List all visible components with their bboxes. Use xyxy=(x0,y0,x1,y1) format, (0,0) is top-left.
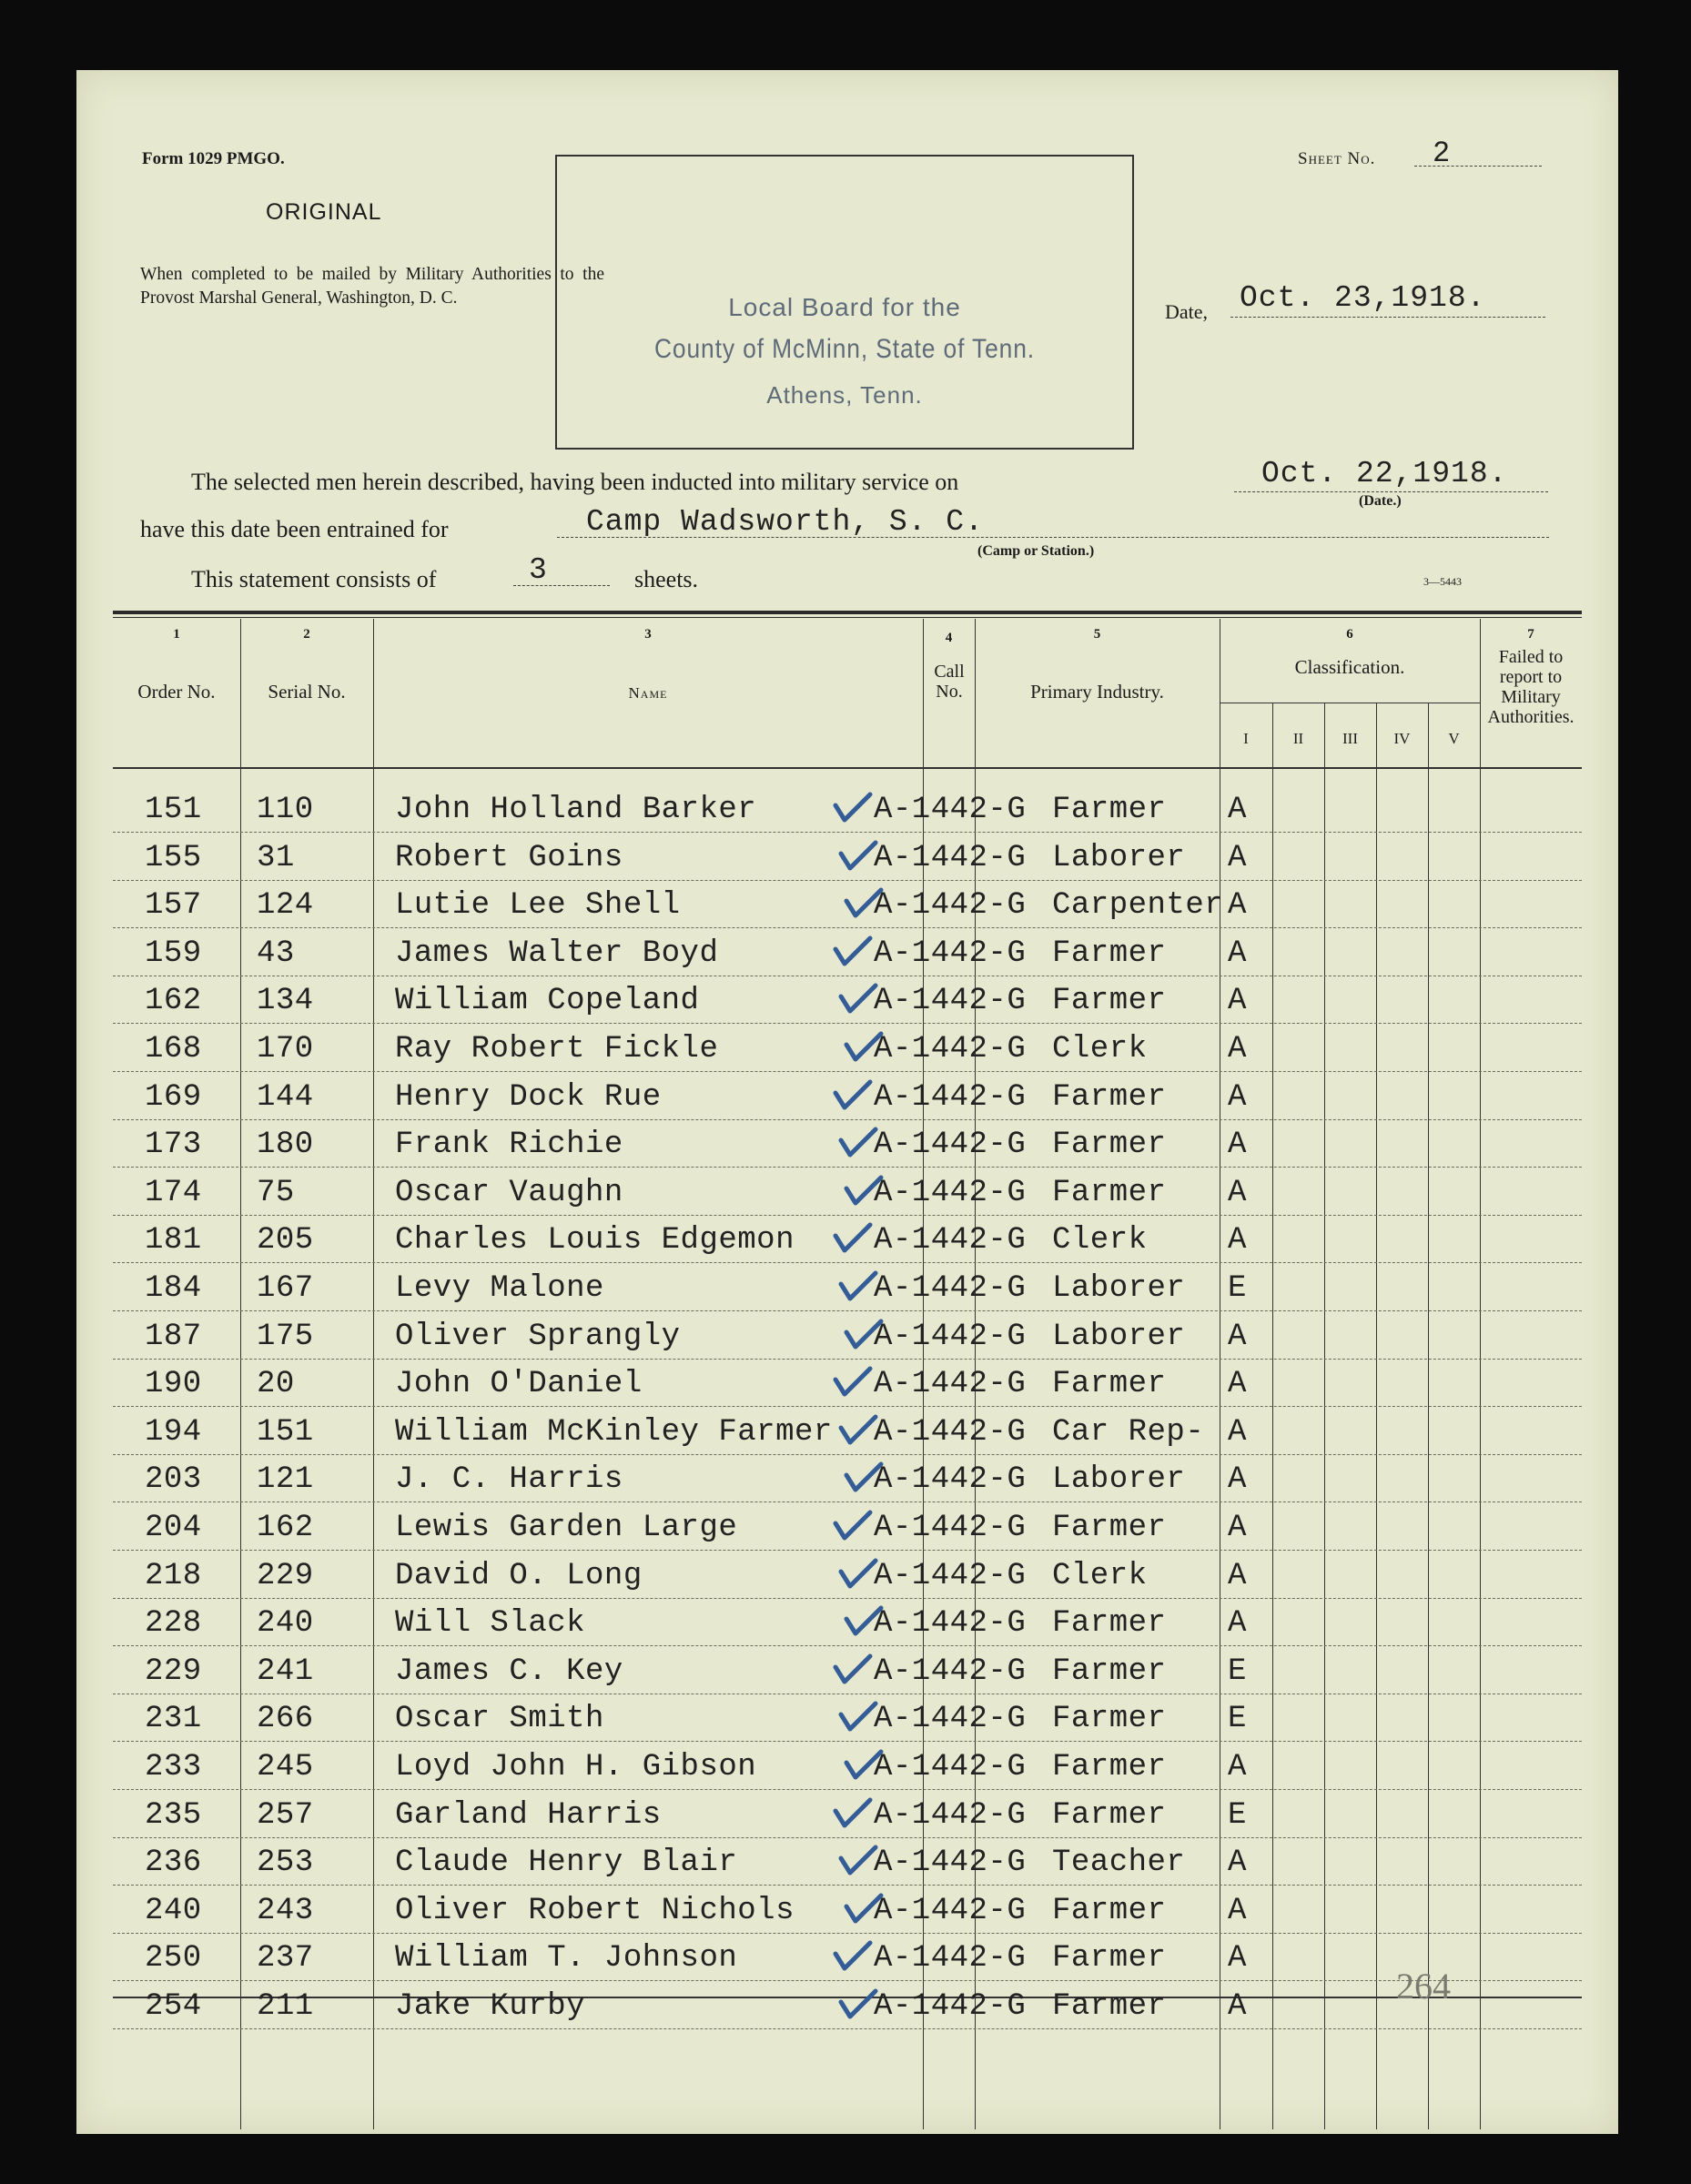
class-iv-header: IV xyxy=(1393,730,1411,747)
table-row xyxy=(76,1746,1618,1794)
order-no-cell: 155 xyxy=(145,840,202,875)
call-no-cell: A-1442-G xyxy=(874,1414,1027,1450)
name-cell: Ray Robert Fickle xyxy=(395,1032,719,1067)
check-mark-icon xyxy=(843,1748,885,1783)
order-no-cell: 203 xyxy=(145,1462,202,1498)
call-no-cell: A-1442-G xyxy=(874,1223,1027,1259)
primary-industry-cell: Farmer xyxy=(1052,1797,1167,1833)
class-ii-header: II xyxy=(1292,730,1304,747)
classification-cell: A xyxy=(1228,1606,1247,1642)
call-no-cell: A-1442-G xyxy=(874,1079,1027,1115)
primary-industry-cell: Farmer xyxy=(1052,935,1167,971)
document-page xyxy=(76,70,1618,2134)
check-mark-icon xyxy=(843,1461,885,1495)
primary-industry-cell: Farmer xyxy=(1052,1989,1167,2024)
order-no-cell: 194 xyxy=(145,1414,202,1450)
primary-industry-cell: Farmer xyxy=(1052,1702,1167,1737)
primary-industry-cell: Laborer xyxy=(1052,1319,1186,1354)
check-mark-icon xyxy=(843,1604,885,1639)
check-mark-icon xyxy=(837,1844,879,1878)
sheets-count: 3 xyxy=(529,553,548,587)
call-no-cell: A-1442-G xyxy=(874,888,1027,924)
primary-industry-cell: Farmer xyxy=(1052,1653,1167,1689)
serial-no-cell: 31 xyxy=(257,840,295,875)
order-no-cell: 204 xyxy=(145,1511,202,1545)
serial-no-cell: 75 xyxy=(257,1175,295,1210)
camp-name: Camp Wadsworth, S. C. xyxy=(586,505,984,539)
row-rule xyxy=(113,2028,1582,2029)
order-no-cell: 228 xyxy=(145,1606,202,1642)
serial-no-header: Serial No. xyxy=(268,681,346,703)
check-mark-icon xyxy=(832,935,874,969)
classification-cell: A xyxy=(1228,1319,1247,1354)
call-no-cell: A-1442-G xyxy=(874,1175,1027,1210)
sheets-word: sheets. xyxy=(634,566,699,592)
table-row xyxy=(76,1937,1618,1985)
primary-industry-cell: Farmer xyxy=(1052,793,1167,827)
call-no-cell: A-1442-G xyxy=(874,1845,1027,1881)
name-cell: J. C. Harris xyxy=(395,1462,623,1498)
table-top-rule xyxy=(113,611,1582,614)
serial-no-cell: 20 xyxy=(257,1367,295,1402)
table-row xyxy=(76,1172,1618,1219)
row-rule xyxy=(113,1215,1582,1216)
classification-cell: A xyxy=(1228,1941,1247,1977)
serial-no-cell: 243 xyxy=(257,1893,314,1928)
consists-statement: This statement consists of xyxy=(191,566,437,592)
check-mark-icon xyxy=(832,1221,874,1256)
class-iii-header: III xyxy=(1342,730,1358,747)
call-no-cell: A-1442-G xyxy=(874,793,1027,827)
primary-industry-cell: Farmer xyxy=(1052,1511,1167,1545)
name-cell: William Copeland xyxy=(395,984,700,1019)
call-no-cell: A-1442-G xyxy=(874,1893,1027,1928)
primary-industry-cell: Farmer xyxy=(1052,1079,1167,1115)
call-no-cell: A-1442-G xyxy=(874,1271,1027,1306)
row-rule xyxy=(113,1359,1582,1360)
table-row xyxy=(76,1363,1618,1410)
row-rule xyxy=(113,927,1582,928)
class-i-header: I xyxy=(1243,730,1249,747)
row-rule xyxy=(113,1119,1582,1120)
sheets-count-line xyxy=(513,585,610,586)
primary-industry-cell: Farmer xyxy=(1052,984,1167,1019)
row-rule xyxy=(113,1023,1582,1024)
sheet-number-label: Sheet No. xyxy=(1298,149,1376,168)
name-cell: Will Slack xyxy=(395,1606,586,1642)
check-mark-icon xyxy=(837,1700,879,1734)
name-cell: Frank Richie xyxy=(395,1127,623,1163)
name-header: Name xyxy=(628,684,668,702)
row-rule xyxy=(113,1933,1582,1934)
call-no-cell: A-1442-G xyxy=(874,935,1027,971)
serial-no-cell: 151 xyxy=(257,1414,314,1450)
call-no-cell: A-1442-G xyxy=(874,1941,1027,1977)
call-no-cell: A-1442-G xyxy=(874,1319,1027,1354)
name-cell: Henry Dock Rue xyxy=(395,1079,662,1115)
order-no-cell: 236 xyxy=(145,1845,202,1881)
stamp-line-3: Athens, Tenn. xyxy=(766,381,923,409)
classification-cell: A xyxy=(1228,984,1247,1019)
primary-industry-header: Primary Industry. xyxy=(1030,681,1164,703)
column-number: 2 xyxy=(303,627,310,642)
row-rule xyxy=(113,1550,1582,1551)
call-no-cell: A-1442-G xyxy=(874,984,1027,1019)
primary-industry-cell: Farmer xyxy=(1052,1367,1167,1402)
call-no-cell: A-1442-G xyxy=(874,1797,1027,1833)
sheet-number: 2 xyxy=(1433,136,1452,170)
call-no-cell: A-1442-G xyxy=(874,1558,1027,1593)
name-cell: Oscar Vaughn xyxy=(395,1175,623,1210)
classification-cell: A xyxy=(1228,1462,1247,1498)
order-no-cell: 190 xyxy=(145,1367,202,1402)
check-mark-icon xyxy=(843,1030,885,1065)
table-row xyxy=(76,1028,1618,1076)
check-mark-icon xyxy=(832,1365,874,1400)
name-cell: Oliver Sprangly xyxy=(395,1319,681,1354)
table-row xyxy=(76,1219,1618,1267)
order-no-cell: 250 xyxy=(145,1941,202,1977)
table-row xyxy=(76,1459,1618,1506)
serial-no-cell: 253 xyxy=(257,1845,314,1881)
row-rule xyxy=(113,1406,1582,1407)
serial-no-cell: 110 xyxy=(257,793,314,827)
table-row xyxy=(76,1986,1618,2033)
row-rule xyxy=(113,1980,1582,1981)
primary-industry-cell: Carpenter xyxy=(1052,888,1224,924)
order-no-cell: 162 xyxy=(145,984,202,1019)
date-caption: (Date.) xyxy=(1359,493,1402,509)
row-rule xyxy=(113,1598,1582,1599)
serial-no-cell: 229 xyxy=(257,1558,314,1593)
check-mark-icon xyxy=(837,1269,879,1304)
stamp-line-2: County of McMinn, State of Tenn. xyxy=(653,334,1035,364)
name-cell: Jake Kurby xyxy=(395,1989,586,2024)
table-row xyxy=(76,837,1618,885)
column-number: 3 xyxy=(644,627,652,642)
serial-no-cell: 245 xyxy=(257,1750,314,1785)
serial-no-cell: 124 xyxy=(257,888,314,924)
classification-cell: A xyxy=(1228,1893,1247,1928)
call-no-header: Call No. xyxy=(934,662,965,702)
inducted-date: Oct. 22,1918. xyxy=(1261,457,1508,490)
classification-cell: A xyxy=(1228,1845,1247,1881)
primary-industry-cell: Farmer xyxy=(1052,1750,1167,1785)
table-row xyxy=(76,1890,1618,1937)
serial-no-cell: 121 xyxy=(257,1462,314,1498)
column-number: 1 xyxy=(173,627,180,642)
name-cell: James C. Key xyxy=(395,1653,623,1689)
primary-industry-cell: Farmer xyxy=(1052,1606,1167,1642)
classification-cell: A xyxy=(1228,840,1247,875)
name-cell: James Walter Boyd xyxy=(395,935,719,971)
local-board-stamp xyxy=(555,155,1134,450)
order-no-cell: 187 xyxy=(145,1319,202,1354)
serial-no-cell: 237 xyxy=(257,1941,314,1977)
class-v-header: V xyxy=(1448,730,1460,747)
table-row xyxy=(76,789,1618,836)
order-no-cell: 184 xyxy=(145,1271,202,1306)
classification-cell: A xyxy=(1228,1989,1247,2024)
check-mark-icon xyxy=(832,1796,874,1831)
name-cell: Lutie Lee Shell xyxy=(395,888,681,924)
column-number: 5 xyxy=(1093,627,1101,642)
name-cell: David O. Long xyxy=(395,1558,643,1593)
order-no-cell: 218 xyxy=(145,1558,202,1593)
serial-no-cell: 167 xyxy=(257,1271,314,1306)
call-no-cell: A-1442-G xyxy=(874,1989,1027,2024)
classification-cell: A xyxy=(1228,1127,1247,1163)
table-row xyxy=(76,1698,1618,1745)
print-code: 3—5443 xyxy=(1423,575,1462,588)
name-cell: Robert Goins xyxy=(395,840,623,875)
serial-no-cell: 134 xyxy=(257,984,314,1019)
table-row xyxy=(76,885,1618,932)
primary-industry-cell: Farmer xyxy=(1052,1175,1167,1210)
call-no-cell: A-1442-G xyxy=(874,1367,1027,1402)
camp-caption: (Camp or Station.) xyxy=(977,543,1095,559)
column-number: 4 xyxy=(945,631,953,645)
order-no-cell: 168 xyxy=(145,1032,202,1067)
classification-cell: A xyxy=(1228,1558,1247,1593)
check-mark-icon xyxy=(837,982,879,1016)
table-row xyxy=(76,980,1618,1027)
primary-industry-cell: Laborer xyxy=(1052,1271,1186,1306)
inducted-statement: The selected men herein described, having been inducted into military service on xyxy=(191,469,959,495)
check-mark-icon xyxy=(837,1557,879,1592)
column-number: 7 xyxy=(1527,627,1534,642)
call-no-cell: A-1442-G xyxy=(874,1511,1027,1545)
row-rule xyxy=(113,1262,1582,1263)
check-mark-icon xyxy=(837,1126,879,1160)
classification-cell: A xyxy=(1228,793,1247,827)
row-rule xyxy=(113,1789,1582,1790)
serial-no-cell: 175 xyxy=(257,1319,314,1354)
date-value: Oct. 23,1918. xyxy=(1240,281,1486,315)
primary-industry-cell: Laborer xyxy=(1052,840,1186,875)
order-no-cell: 233 xyxy=(145,1750,202,1785)
serial-no-cell: 240 xyxy=(257,1606,314,1642)
classification-header: Classification. xyxy=(1294,656,1405,678)
row-rule xyxy=(113,1741,1582,1742)
call-no-cell: A-1442-G xyxy=(874,1750,1027,1785)
classification-cell: A xyxy=(1228,1223,1247,1259)
call-no-cell: A-1442-G xyxy=(874,1032,1027,1067)
order-no-cell: 151 xyxy=(145,793,202,827)
call-no-cell: A-1442-G xyxy=(874,1702,1027,1737)
order-no-cell: 159 xyxy=(145,935,202,971)
check-mark-icon xyxy=(832,791,874,825)
call-no-cell: A-1442-G xyxy=(874,1606,1027,1642)
primary-industry-cell: Farmer xyxy=(1052,1127,1167,1163)
classification-cell: A xyxy=(1228,1367,1247,1402)
row-rule xyxy=(113,1837,1582,1838)
date-label: Date, xyxy=(1165,300,1209,323)
primary-industry-cell: Laborer xyxy=(1052,1462,1186,1498)
table-top-rule-thin xyxy=(113,617,1582,618)
serial-no-cell: 162 xyxy=(257,1511,314,1545)
serial-no-cell: 180 xyxy=(257,1127,314,1163)
table-row xyxy=(76,1795,1618,1842)
check-mark-icon xyxy=(837,1413,879,1448)
classification-cell: A xyxy=(1228,1175,1247,1210)
order-no-cell: 181 xyxy=(145,1223,202,1259)
table-header-rule xyxy=(113,767,1582,769)
name-cell: Charles Louis Edgemon xyxy=(395,1223,795,1259)
row-rule xyxy=(113,1167,1582,1168)
row-rule xyxy=(113,832,1582,833)
classification-cell: A xyxy=(1228,935,1247,971)
name-cell: Levy Malone xyxy=(395,1271,604,1306)
call-no-cell: A-1442-G xyxy=(874,1127,1027,1163)
order-no-cell: 235 xyxy=(145,1797,202,1833)
failed-to-report-header: Failed to report to Military Authorities. xyxy=(1487,647,1575,727)
check-mark-icon xyxy=(843,1174,885,1208)
date-line xyxy=(1230,317,1545,318)
table-row xyxy=(76,933,1618,980)
serial-no-cell: 257 xyxy=(257,1797,314,1833)
table-row xyxy=(76,1268,1618,1315)
check-mark-icon xyxy=(832,1653,874,1687)
classification-cell: A xyxy=(1228,1032,1247,1067)
name-cell: John O'Daniel xyxy=(395,1367,643,1402)
table-row xyxy=(76,1555,1618,1603)
order-no-cell: 229 xyxy=(145,1653,202,1689)
primary-industry-cell: Farmer xyxy=(1052,1941,1167,1977)
name-cell: Oliver Robert Nichols xyxy=(395,1893,795,1928)
table-row xyxy=(76,1124,1618,1171)
table-row xyxy=(76,1842,1618,1889)
classification-cell: E xyxy=(1228,1271,1247,1306)
serial-no-cell: 144 xyxy=(257,1079,314,1115)
serial-no-cell: 211 xyxy=(257,1989,314,2024)
table-row xyxy=(76,1507,1618,1554)
name-cell: William McKinley Farmer xyxy=(395,1414,833,1450)
classification-cell: E xyxy=(1228,1653,1247,1689)
entrained-statement: have this date been entrained for xyxy=(140,516,449,542)
table-row xyxy=(76,1077,1618,1124)
form-id: Form 1029 PMGO. xyxy=(142,149,285,168)
name-cell: Lewis Garden Large xyxy=(395,1511,738,1545)
check-mark-icon xyxy=(837,1987,879,2022)
serial-no-cell: 266 xyxy=(257,1702,314,1737)
order-no-cell: 240 xyxy=(145,1893,202,1928)
classification-cell: A xyxy=(1228,1079,1247,1115)
primary-industry-cell: Clerk xyxy=(1052,1223,1148,1259)
name-cell: Loyd John H. Gibson xyxy=(395,1750,757,1785)
row-rule xyxy=(113,1885,1582,1886)
mailing-instructions: When completed to be mailed by Military Authorities to the Provost Marshal General, Washington, D. C. xyxy=(140,265,604,308)
table-row xyxy=(76,1603,1618,1650)
order-no-cell: 169 xyxy=(145,1079,202,1115)
serial-no-cell: 43 xyxy=(257,935,295,971)
inductee-rows xyxy=(76,789,1618,2136)
serial-no-cell: 241 xyxy=(257,1653,314,1689)
primary-industry-cell: Farmer xyxy=(1052,1893,1167,1928)
order-no-cell: 173 xyxy=(145,1127,202,1163)
classification-cell: A xyxy=(1228,888,1247,924)
check-mark-icon xyxy=(832,1509,874,1543)
camp-line xyxy=(557,537,1549,538)
primary-industry-cell: Teacher xyxy=(1052,1845,1186,1881)
check-mark-icon xyxy=(843,1318,885,1352)
name-cell: John Holland Barker xyxy=(395,793,757,827)
check-mark-icon xyxy=(843,886,885,921)
call-no-cell: A-1442-G xyxy=(874,840,1027,875)
classification-cell: A xyxy=(1228,1511,1247,1545)
name-cell: Oscar Smith xyxy=(395,1702,604,1737)
order-no-cell: 231 xyxy=(145,1702,202,1737)
table-row xyxy=(76,1411,1618,1459)
check-mark-icon xyxy=(832,1078,874,1113)
column-number: 6 xyxy=(1346,627,1353,642)
row-rule xyxy=(113,1454,1582,1455)
name-cell: Garland Harris xyxy=(395,1797,662,1833)
order-no-header: Order No. xyxy=(137,681,216,703)
primary-industry-cell: Car Rep- xyxy=(1052,1414,1205,1450)
order-no-cell: 174 xyxy=(145,1175,202,1210)
row-rule xyxy=(113,1310,1582,1311)
primary-industry-cell: Clerk xyxy=(1052,1558,1148,1593)
row-rule xyxy=(113,1645,1582,1646)
call-no-cell: A-1442-G xyxy=(874,1653,1027,1689)
classification-cell: A xyxy=(1228,1750,1247,1785)
classification-cell: E xyxy=(1228,1702,1247,1737)
original-label: ORIGINAL xyxy=(266,199,382,225)
table-row xyxy=(76,1316,1618,1363)
check-mark-icon xyxy=(837,839,879,874)
check-mark-icon xyxy=(832,1939,874,1974)
order-no-cell: 254 xyxy=(145,1989,202,2024)
call-no-cell: A-1442-G xyxy=(874,1462,1027,1498)
primary-industry-cell: Clerk xyxy=(1052,1032,1148,1067)
stamp-line-1: Local Board for the xyxy=(728,293,961,321)
serial-no-cell: 205 xyxy=(257,1223,314,1259)
name-cell: Claude Henry Blair xyxy=(395,1845,738,1881)
check-mark-icon xyxy=(843,1892,885,1926)
classification-cell: A xyxy=(1228,1414,1247,1450)
inducted-date-line xyxy=(1234,491,1548,492)
sheet-number-line xyxy=(1414,166,1542,167)
pencil-note: 264 xyxy=(1396,1966,1451,2007)
classification-cell: E xyxy=(1228,1797,1247,1833)
order-no-cell: 157 xyxy=(145,888,202,924)
row-rule xyxy=(113,1071,1582,1072)
name-cell: William T. Johnson xyxy=(395,1941,738,1977)
row-rule xyxy=(113,880,1582,881)
serial-no-cell: 170 xyxy=(257,1032,314,1067)
table-row xyxy=(76,1651,1618,1698)
